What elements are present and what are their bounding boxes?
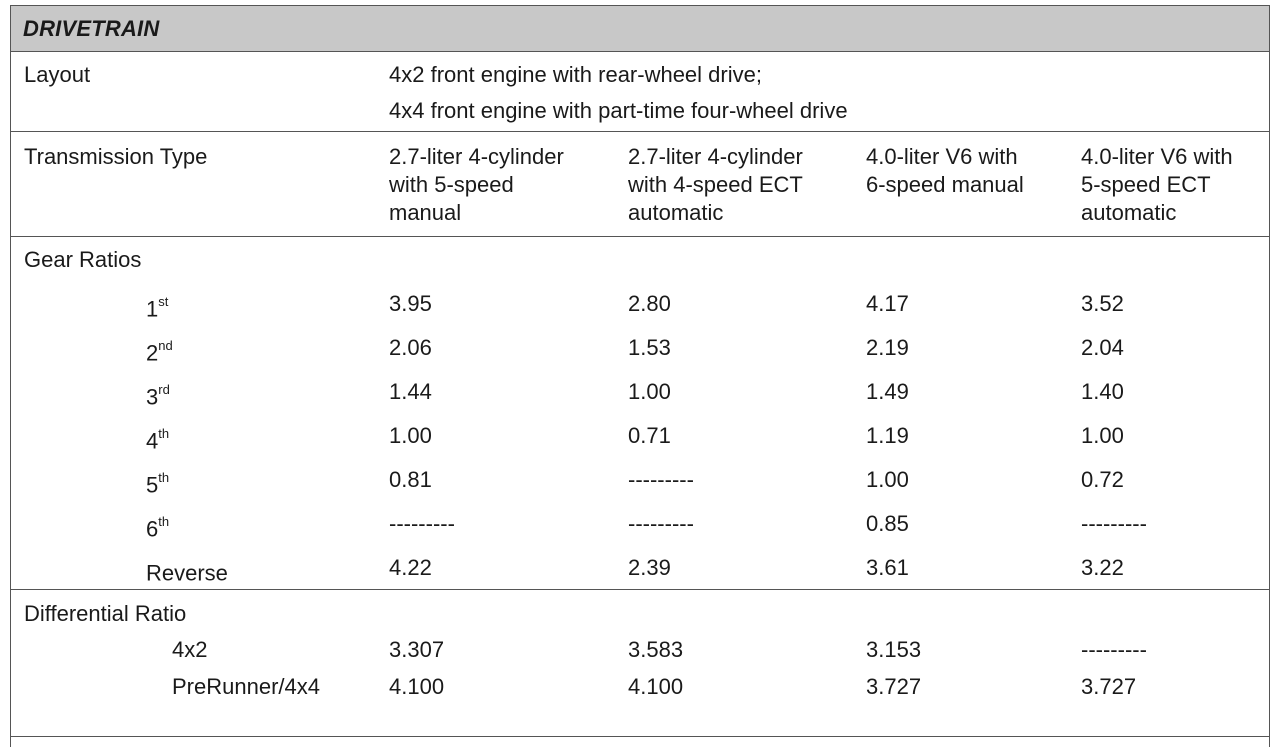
divider bbox=[11, 236, 1269, 237]
gear-row-label-5: 5th bbox=[146, 470, 170, 498]
diff-4x2-col3: 3.153 bbox=[866, 637, 922, 662]
layout-label: Layout bbox=[24, 62, 91, 87]
gear-row-label-4: 4th bbox=[146, 426, 170, 454]
gear-2-col4: 2.04 bbox=[1081, 335, 1124, 360]
transmission-col1-line1: 2.7-liter 4-cylinder bbox=[389, 144, 564, 169]
gear-row-label-1: 1st bbox=[146, 294, 169, 322]
gear-4-col4: 1.00 bbox=[1081, 423, 1124, 448]
gear-ratios-label: Gear Ratios bbox=[24, 247, 142, 272]
gear-2-col1: 2.06 bbox=[389, 335, 432, 360]
diff-4x2-col2: 3.583 bbox=[628, 637, 684, 662]
diff-prerunner-col4: 3.727 bbox=[1081, 674, 1137, 699]
transmission-col4-line2: 5-speed ECT bbox=[1081, 172, 1211, 197]
gear-row-label-2: 2nd bbox=[146, 338, 173, 366]
gear-5-col2: --------- bbox=[628, 467, 694, 492]
gear-1-col3: 4.17 bbox=[866, 291, 909, 316]
transmission-col2-line3: automatic bbox=[628, 200, 724, 225]
gear-3-col1: 1.44 bbox=[389, 379, 432, 404]
transmission-col2-line2: with 4-speed ECT bbox=[628, 172, 803, 197]
gear-6-col3: 0.85 bbox=[866, 511, 909, 536]
gear-2-col3: 2.19 bbox=[866, 335, 909, 360]
gear-5-col1: 0.81 bbox=[389, 467, 432, 492]
gear-reverse-col3: 3.61 bbox=[866, 555, 909, 580]
gear-reverse-col4: 3.22 bbox=[1081, 555, 1124, 580]
gear-3-col4: 1.40 bbox=[1081, 379, 1124, 404]
diff-prerunner-col3: 3.727 bbox=[866, 674, 922, 699]
layout-line-2: 4x4 front engine with part-time four-wheel drive bbox=[389, 98, 848, 123]
gear-row-label-6: 6th bbox=[146, 514, 170, 542]
gear-5-col3: 1.00 bbox=[866, 467, 909, 492]
gear-reverse-col1: 4.22 bbox=[389, 555, 432, 580]
gear-2-col2: 1.53 bbox=[628, 335, 671, 360]
section-title: DRIVETRAIN bbox=[23, 16, 160, 41]
transmission-col2-line1: 2.7-liter 4-cylinder bbox=[628, 144, 803, 169]
gear-6-col1: --------- bbox=[389, 511, 455, 536]
gear-3-col2: 1.00 bbox=[628, 379, 671, 404]
divider bbox=[11, 131, 1269, 132]
transmission-col1-line3: manual bbox=[389, 200, 462, 225]
transmission-col3-line1: 4.0-liter V6 with bbox=[866, 144, 1018, 169]
gear-4-col3: 1.19 bbox=[866, 423, 909, 448]
diff-prerunner-col1: 4.100 bbox=[389, 674, 445, 699]
divider bbox=[11, 589, 1269, 590]
gear-4-col1: 1.00 bbox=[389, 423, 432, 448]
gear-6-col2: --------- bbox=[628, 511, 694, 536]
section-header bbox=[11, 6, 1269, 52]
diff-4x2-col1: 3.307 bbox=[389, 637, 445, 662]
divider bbox=[11, 736, 1269, 737]
gear-row-label-3: 3rd bbox=[146, 382, 170, 410]
gear-reverse-col2: 2.39 bbox=[628, 555, 671, 580]
diff-row-label-prerunner: PreRunner/4x4 bbox=[172, 674, 320, 699]
gear-1-col2: 2.80 bbox=[628, 291, 671, 316]
gear-row-label-reverse: Reverse bbox=[146, 560, 228, 586]
drivetrain-table bbox=[10, 5, 1270, 747]
diff-4x2-col4: --------- bbox=[1081, 637, 1147, 662]
diff-row-label-4x2: 4x2 bbox=[172, 637, 208, 662]
transmission-col4-line3: automatic bbox=[1081, 200, 1177, 225]
layout-line-1: 4x2 front engine with rear-wheel drive; bbox=[389, 62, 762, 87]
differential-label: Differential Ratio bbox=[24, 601, 187, 626]
gear-1-col4: 3.52 bbox=[1081, 291, 1124, 316]
gear-5-col4: 0.72 bbox=[1081, 467, 1124, 492]
transmission-col4-line1: 4.0-liter V6 with bbox=[1081, 144, 1233, 169]
transmission-label: Transmission Type bbox=[24, 144, 208, 169]
diff-prerunner-col2: 4.100 bbox=[628, 674, 684, 699]
gear-6-col4: --------- bbox=[1081, 511, 1147, 536]
gear-3-col3: 1.49 bbox=[866, 379, 909, 404]
gear-4-col2: 0.71 bbox=[628, 423, 671, 448]
transmission-col3-line2: 6-speed manual bbox=[866, 172, 1024, 197]
transmission-col1-line2: with 5-speed bbox=[389, 172, 514, 197]
gear-1-col1: 3.95 bbox=[389, 291, 432, 316]
